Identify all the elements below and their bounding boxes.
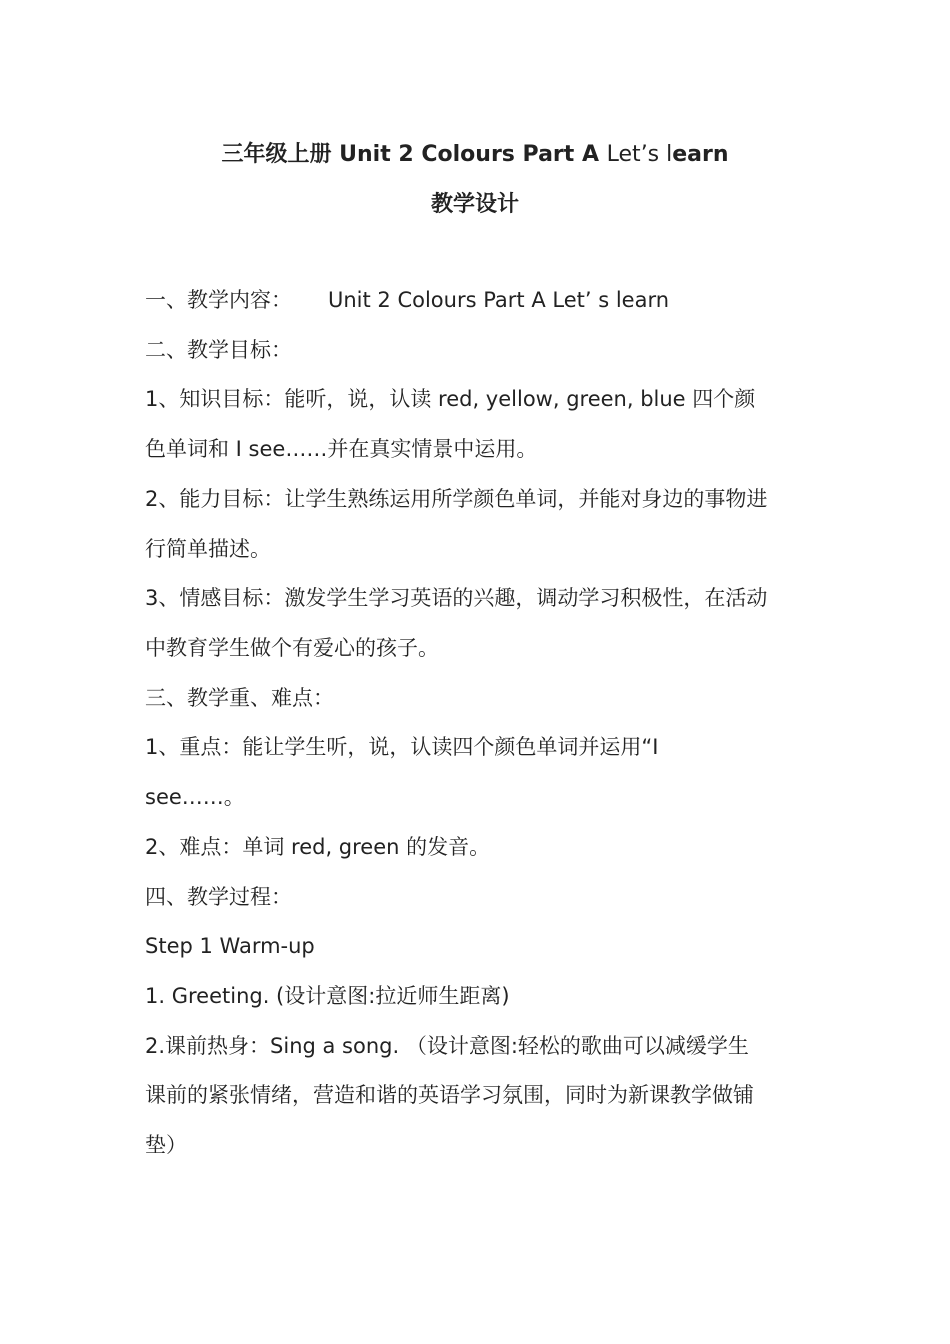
title-grade: 三年级上册: [221, 142, 332, 167]
goal1-line1: 1、知识目标：能听，说，认读 red, yellow, green, blue 四个颜: [145, 387, 756, 411]
song-line2: 课前的紧张情绪，营造和谐的英语学习氛围，同时为新课教学做铺: [145, 1083, 754, 1107]
song-line1: 2.课前热身：Sing a song. （设计意图:轻松的歌曲可以减缓学生: [145, 1034, 749, 1058]
document-title: [0, 137, 950, 168]
title-learn: earn: [672, 142, 729, 167]
content-value: Unit 2 Colours Part A Let’ s learn: [328, 288, 670, 312]
goal3-line1: 3、情感目标：激发学生学习英语的兴趣，调动学习积极性，在活动: [145, 586, 768, 610]
title-lets: Let’s l: [606, 142, 673, 167]
goal2-line1: 2、能力目标：让学生熟练运用所学颜色单词，并能对身边的事物进: [145, 487, 768, 511]
greeting-line: 1. Greeting. (设计意图:拉近师生距离): [145, 984, 510, 1008]
goals-heading: 二、教学目标：: [145, 338, 292, 362]
title-unit: Unit 2 Colours Part A: [339, 142, 599, 167]
key1-line1: 1、重点：能让学生听，说，认读四个颜色单词并运用“I: [145, 735, 659, 759]
goal2-line2: 行简单描述。: [145, 537, 271, 561]
content-label: 一、教学内容：: [145, 288, 292, 312]
document-subtitle: 教学设计: [430, 192, 519, 217]
key1-line2: see……。: [145, 785, 245, 809]
content-line: [145, 275, 815, 325]
song-line3: 垫）: [145, 1133, 187, 1157]
key2-line: 2、难点：单词 red, green 的发音。: [145, 835, 491, 859]
goal1-line2: 色单词和 I see……并在真实情景中运用。: [145, 437, 538, 461]
keypoints-heading: 三、教学重、难点：: [145, 686, 334, 710]
goal3-line2: 中教育学生做个有爱心的孩子。: [145, 636, 439, 660]
process-heading: 四、教学过程：: [145, 885, 292, 909]
step1-heading: Step 1 Warm-up: [145, 934, 315, 958]
